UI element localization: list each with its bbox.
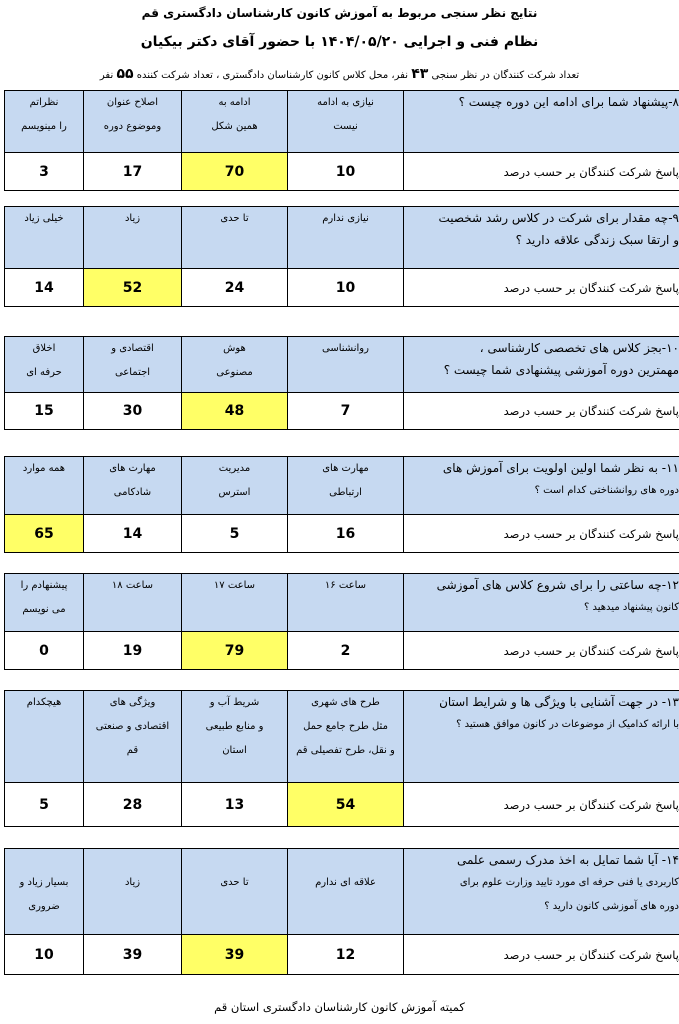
answer-label: پاسخ شرکت کنندگان بر حسب درصد [404,632,679,670]
option-cell: مهارت های شادکامی [84,457,182,515]
value-cell-highlighted: 48 [182,393,288,430]
answer-label: پاسخ شرکت کنندگان بر حسب درصد [404,515,679,553]
question-text: ۱۴- آیا شما تمایل به اخذ مدرک رسمی علمی کاربردی یا فنی حرفه ای مورد تایید وزارت علوم برای دوره های آموزشی کانون دارید ؟ [404,849,679,935]
option-cell: ساعت ۱۷ [182,574,288,632]
option-cell: همه موارد [5,457,84,515]
info-text-b: نفر، محل کلاس کانون کارشناسان دادگستری ، تعداد شرکت کننده [136,70,408,81]
value-cell: 14 [84,515,182,553]
question-text: ۸-پیشنهاد شما برای ادامه این دوره چیست ؟ [404,91,679,153]
option-cell: پیشنهادم را می نویسم [5,574,84,632]
option-cell: روانشناسی [288,337,404,393]
value-cell: 16 [288,515,404,553]
value-cell: 15 [5,393,84,430]
value-cell: 2 [288,632,404,670]
option-cell: شریط آب و و منابع طبیعی استان [182,691,288,783]
answer-label: پاسخ شرکت کنندگان بر حسب درصد [404,393,679,430]
question-table-11 [4,456,679,553]
question-text: ۹-چه مقدار برای شرکت در کلاس رشد شخصیت و ارتقا سبک زندگی علاقه دارید ؟ [404,207,679,269]
value-cell: 17 [84,153,182,191]
value-cell: 30 [84,393,182,430]
option-cell: ساعت ۱۶ [288,574,404,632]
option-cell: نظراتم را مینویسم [5,91,84,153]
value-cell: 12 [288,935,404,975]
option-cell: علاقه ای ندارم [288,849,404,935]
option-cell: اقتصادی و اجتماعی [84,337,182,393]
value-cell-highlighted: 54 [288,783,404,827]
value-cell-highlighted: 39 [182,935,288,975]
question-table-13 [4,690,679,827]
value-cell: 28 [84,783,182,827]
question-table-10 [4,336,679,430]
option-cell: زیاد [84,207,182,269]
option-cell: تا حدی [182,207,288,269]
value-cell: 10 [288,269,404,307]
footer-text: کمیته آموزش کانون کارشناسان دادگستری استان قم [214,1000,465,1014]
value-cell: 0 [5,632,84,670]
value-cell: 5 [182,515,288,553]
option-cell: مهارت های ارتباطی [288,457,404,515]
question-text: ۱۰-بجز کلاس های تخصصی کارشناسی ، مهمترین دوره آموزشی پیشنهادی شما چیست ؟ [404,337,679,393]
question-table-12 [4,573,679,670]
question-text: ۱۳- در جهت آشنایی با ویژگی ها و شرایط استان با ارائه کدامیک از موضوعات در کانون موافق هستید ؟ [404,691,679,783]
value-cell: 7 [288,393,404,430]
option-cell: تا حدی [182,849,288,935]
report-title: نتایج نظر سنجی مربوط به آموزش کانون کارشناسان دادگستری قم [141,6,538,20]
value-cell: 39 [84,935,182,975]
option-cell: نیازی به ادامه نیست [288,91,404,153]
answer-label: پاسخ شرکت کنندگان بر حسب درصد [404,935,679,975]
value-cell: 5 [5,783,84,827]
option-cell: خیلی زیاد [5,207,84,269]
report-subtitle: نظام فنی و اجرایی ۱۴۰۴/۰۵/۲۰ با حضور آقای دکتر بیکیان [140,34,539,50]
value-cell: 10 [288,153,404,191]
option-cell: بسیار زیاد و ضروری [5,849,84,935]
option-cell: طرح های شهری مثل طرح جامع حمل و نقل، طرح تفصیلی قم [288,691,404,783]
option-cell: اخلاق حرفه ای [5,337,84,393]
option-cell: اصلاح عنوان وموضوع دوره [84,91,182,153]
answer-label: پاسخ شرکت کنندگان بر حسب درصد [404,153,679,191]
option-cell: زیاد [84,849,182,935]
option-cell: نیازی ندارم [288,207,404,269]
question-table-14 [4,848,679,975]
question-table-8 [4,90,679,191]
info-count-survey: ۴۳ [411,66,429,82]
info-count-class: ۵۵ [116,66,134,82]
value-cell: 13 [182,783,288,827]
value-cell: 14 [5,269,84,307]
value-cell-highlighted: 79 [182,632,288,670]
question-table-9 [4,206,679,307]
participants-info [0,66,679,82]
question-text: ۱۱- به نظر شما اولین اولویت برای آموزش های دوره های روانشناختی کدام است ؟ [404,457,679,515]
value-cell-highlighted: 70 [182,153,288,191]
info-text-a: تعداد شرکت کنندگان در نظر سنجی [431,70,580,81]
value-cell: 19 [84,632,182,670]
question-text: ۱۲-چه ساعتی را برای شروع کلاس های آموزشی کانون پیشنهاد میدهید ؟ [404,574,679,632]
option-cell: هیچکدام [5,691,84,783]
value-cell: 24 [182,269,288,307]
option-cell: ویژگی های اقتصادی و صنعتی قم [84,691,182,783]
option-cell: هوش مصنوعی [182,337,288,393]
value-cell: 10 [5,935,84,975]
option-cell: ساعت ۱۸ [84,574,182,632]
answer-label: پاسخ شرکت کنندگان بر حسب درصد [404,783,679,827]
info-text-c: نفر [99,70,114,81]
value-cell: 3 [5,153,84,191]
option-cell: ادامه به همین شکل [182,91,288,153]
answer-label: پاسخ شرکت کنندگان بر حسب درصد [404,269,679,307]
value-cell-highlighted: 52 [84,269,182,307]
option-cell: مدیریت استرس [182,457,288,515]
value-cell-highlighted: 65 [5,515,84,553]
